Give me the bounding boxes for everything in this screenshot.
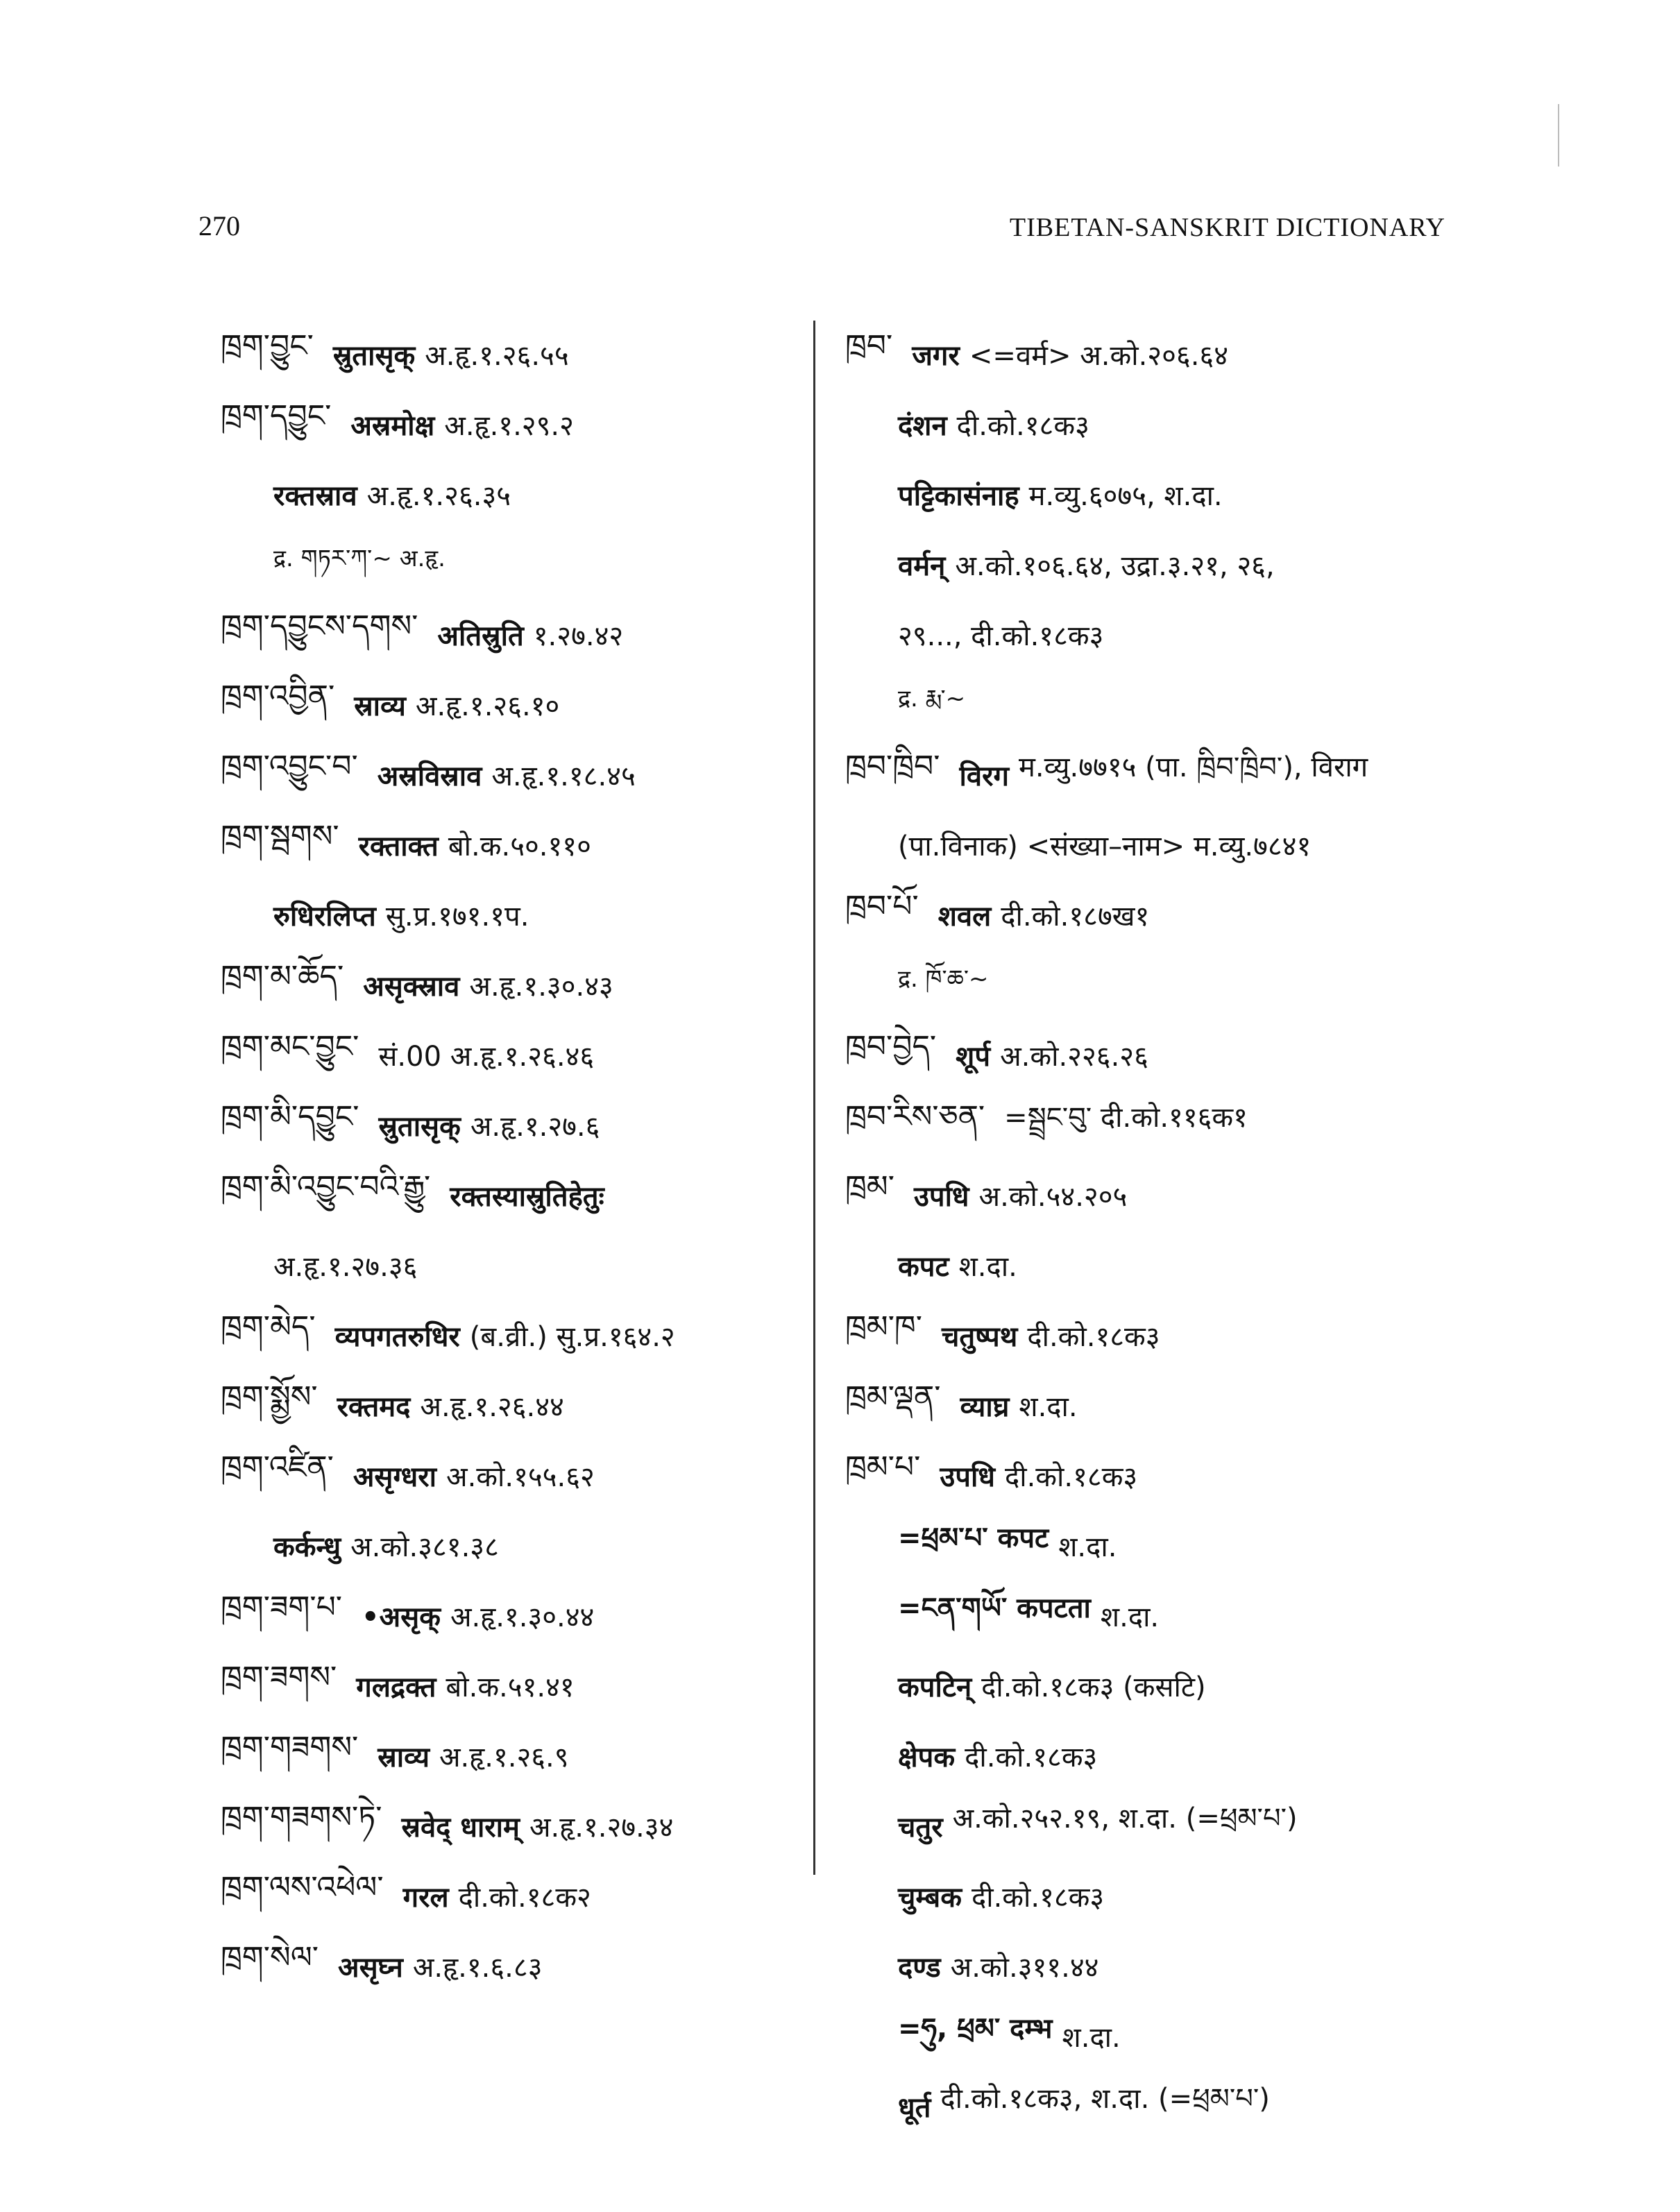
dictionary-entry	[845, 529, 1470, 599]
dictionary-entry	[845, 1300, 1470, 1370]
source-reference: दी.को.१८क३, श.दा. (=ཕྲམ་པ་)	[940, 2083, 1270, 2115]
tibetan-headword: ཁྲག་ལས་འཕེལ་	[221, 1869, 384, 1905]
tibetan-headword: ཁྲག་འབྱིན་	[221, 678, 335, 714]
source-reference: दी.को.१८७ख१	[1001, 901, 1150, 933]
source-reference: अ.को.३११.४४	[950, 1952, 1099, 1984]
sanskrit-equivalent: =ཕྲམ་པ་ कपट	[898, 1522, 1049, 1554]
dictionary-entry	[221, 1511, 811, 1581]
margin-mark	[1558, 104, 1559, 167]
dictionary-entry	[221, 670, 811, 740]
source-reference: म.व्यु.६०७५, श.दा.	[1028, 480, 1223, 512]
tibetan-headword: ཁྲམ་པ་	[845, 1449, 921, 1485]
tibetan-headword: ཁྲག་མེད་	[221, 1309, 316, 1345]
dictionary-entry	[845, 459, 1470, 529]
source-reference: अ.हृ.१.२९.२	[444, 410, 574, 442]
sanskrit-equivalent: कर्कन्धु	[273, 1531, 341, 1563]
tibetan-headword: ཁྲག་དབྱུང་	[221, 398, 332, 434]
dictionary-entry	[845, 1791, 1470, 1861]
dictionary-entry	[221, 1230, 811, 1300]
dictionary-entry	[221, 1651, 811, 1721]
source-reference: अ.को.३८१.३८	[350, 1531, 499, 1563]
dictionary-entry	[845, 1581, 1470, 1651]
sanskrit-equivalent: व्याघ्र	[960, 1391, 1010, 1423]
source-reference: दी.को.१८क३ (कसटि)	[981, 1671, 1206, 1703]
source-reference: (पा.विनाक) <संख्या–नाम> म.व्यु.७८४१	[898, 831, 1312, 862]
tibetan-headword: ཁྲག་འབྱུང་བ་	[221, 748, 358, 784]
sanskrit-equivalent: स्रवेद् धाराम्	[401, 1812, 520, 1844]
tibetan-headword: ཁྲག་དབྱུངས་དགས་	[221, 608, 418, 644]
tibetan-headword: ཁྲག་ཟགས་	[221, 1659, 337, 1695]
sanskrit-equivalent: =ཧུ, ཕྲམ་ दम्भ	[898, 2013, 1053, 2045]
tibetan-headword: ཁྲག་མ་ཆོད་	[221, 958, 344, 994]
source-reference: अ.को.१०६.६४, उद्रा.३.२१, २६,	[955, 550, 1275, 582]
dictionary-entry	[221, 529, 811, 599]
sanskrit-equivalent: दण्ड	[898, 1952, 941, 1984]
left-column	[221, 319, 811, 2001]
source-reference: <=वर्म> अ.को.२०६.६४	[969, 340, 1229, 372]
tibetan-headword: ཁྲག་མི་དབྱུང་	[221, 1098, 359, 1134]
dictionary-entry	[221, 1440, 811, 1511]
sanskrit-equivalent: व्यपगतरुधिर	[334, 1321, 460, 1353]
dictionary-entry	[221, 459, 811, 529]
source-reference: श.दा.	[1019, 1391, 1078, 1423]
source-reference: अ.हृ.१.१८.४५	[491, 760, 636, 792]
sanskrit-equivalent: कपट	[898, 1251, 949, 1283]
dictionary-entry	[221, 1370, 811, 1440]
tibetan-headword: ཁྲབ་པོ་	[845, 888, 919, 924]
sanskrit-equivalent: शवल	[937, 901, 992, 933]
source-reference: म.व्यु.७७१५ (पा. ཁྲིབ་ཁྲིབ་), विराग	[1018, 751, 1368, 783]
source-reference: दी.को.१८क३	[1004, 1461, 1138, 1493]
source-reference: अ.हृ.१.२७.३६	[273, 1251, 418, 1283]
sanskrit-equivalent: रक्तस्यास्रुतिहेतुः	[450, 1181, 604, 1213]
tibetan-headword: ཁྲམ་ལྡན་	[845, 1379, 941, 1415]
sanskrit-equivalent: वर्मन्	[898, 550, 946, 582]
sanskrit-equivalent: क्षेपक	[898, 1742, 956, 1773]
dictionary-entry	[845, 1651, 1470, 1721]
sanskrit-equivalent: चतुर	[898, 1812, 943, 1844]
dictionary-entry	[221, 1861, 811, 1931]
dictionary-entry	[845, 1230, 1470, 1300]
sanskrit-equivalent: असृक्स्राव	[363, 971, 460, 1003]
dictionary-entry	[221, 1020, 811, 1090]
sanskrit-equivalent: गलद्रक्त	[356, 1671, 436, 1703]
source-reference: १.२७.४२	[533, 620, 624, 652]
dictionary-entry	[845, 880, 1470, 950]
dictionary-entry	[845, 670, 1470, 740]
tibetan-headword: ཁྲག་མང་བྱུང་	[221, 1028, 359, 1064]
source-reference: बो.क.५१.४१	[446, 1671, 575, 1703]
source-reference: दी.को.१८क३	[965, 1742, 1098, 1773]
source-reference: २९..., दी.को.१८क३	[898, 620, 1104, 652]
sanskrit-equivalent: स्रुतासृक्	[332, 340, 416, 372]
tibetan-headword: ཁྲག་མི་འབྱུང་བའི་རྒྱུ་	[221, 1168, 431, 1205]
sanskrit-equivalent: पट्टिकासंनाह	[898, 480, 1019, 512]
running-head: TIBETAN-SANSKRIT DICTIONARY	[1009, 213, 1445, 242]
page-number: 270	[198, 210, 240, 241]
sanskrit-equivalent: अतिस्रुति	[437, 620, 524, 652]
dictionary-entry	[845, 1861, 1470, 1931]
dictionary-entry	[845, 2001, 1470, 2071]
dictionary-entry	[845, 1370, 1470, 1440]
dictionary-entry	[845, 1931, 1470, 2001]
dictionary-entry	[221, 599, 811, 670]
dictionary-entry	[221, 1931, 811, 2001]
right-column	[845, 319, 1470, 2141]
tibetan-headword: ཁྲག་སྦགས་	[221, 818, 339, 854]
source-reference: अ.हृ.१.२६.४४	[420, 1391, 564, 1423]
source-reference: अ.हृ.१.२६.१०	[415, 690, 560, 722]
dictionary-entry	[221, 950, 811, 1020]
source-reference: दी.को.१८क३	[956, 410, 1089, 442]
sanskrit-equivalent: चुम्बक	[898, 1882, 962, 1914]
dictionary-entry	[221, 1791, 811, 1861]
sanskrit-equivalent: कपटिन्	[898, 1671, 972, 1703]
dictionary-entry	[845, 599, 1470, 670]
source-reference: अ.हृ.१.३०.४३	[469, 971, 613, 1003]
source-reference: अ.हृ.१.२६.३५	[366, 480, 511, 512]
source-reference: अ.हृ.१.२७.६	[470, 1111, 600, 1143]
sanskrit-equivalent: असृघ्न	[338, 1952, 403, 1984]
source-reference: अ.को.२२६.२६	[1000, 1041, 1148, 1073]
sanskrit-equivalent: =ངན་གཡོ་ कपटता	[898, 1592, 1091, 1624]
source-reference: अ.हृ.१.३०.४४	[450, 1601, 595, 1633]
sanskrit-equivalent: •असृक्	[362, 1601, 441, 1633]
tibetan-headword: ཁྲག་གཟགས་ཏེ་	[221, 1799, 382, 1835]
sanskrit-equivalent: गरल	[402, 1882, 449, 1914]
tibetan-headword: ཁྲབ་	[845, 327, 893, 364]
tibetan-headword: ཁྲག་གཟགས་	[221, 1729, 359, 1765]
source-reference: अ.हृ.१.२७.३४	[529, 1812, 674, 1844]
source-reference: दी.को.१८क२	[458, 1882, 591, 1914]
dictionary-entry	[845, 2071, 1470, 2141]
sanskrit-equivalent: धूर्त	[898, 2092, 931, 2124]
source-reference: अ.हृ.१.२६.५५	[425, 340, 569, 372]
source-reference: सु.प्र.१७१.१प.	[385, 901, 529, 933]
sanskrit-equivalent: अस्रमोक्ष	[350, 410, 435, 442]
dictionary-entry	[221, 319, 811, 389]
sanskrit-equivalent: अस्रविस्राव	[377, 760, 482, 792]
source-reference: अ.को.१५५.६२	[446, 1461, 595, 1493]
tibetan-headword: ཁྲག་ཟག་པ་	[221, 1589, 343, 1625]
sanskrit-equivalent: उपधि	[913, 1181, 969, 1213]
dictionary-entry	[845, 1090, 1470, 1160]
source-reference: द्र. ཁོ་ཆ་~	[898, 964, 989, 993]
sanskrit-equivalent: रक्तस्राव	[273, 480, 357, 512]
dictionary-entry	[221, 740, 811, 810]
dictionary-entry	[845, 950, 1470, 1020]
source-reference: बो.क.५०.११०	[448, 831, 591, 862]
dictionary-entry	[845, 1160, 1470, 1230]
dictionary-entry	[221, 880, 811, 950]
source-reference: अ.को.२५२.१९, श.दा. (=ཕྲམ་པ་)	[952, 1803, 1298, 1835]
sanskrit-equivalent: विरग	[959, 760, 1009, 792]
source-reference: श.दा.	[1100, 1601, 1160, 1633]
dictionary-entry	[221, 1300, 811, 1370]
source-reference: दी.को.१८क३	[971, 1882, 1105, 1914]
dictionary-entry	[221, 810, 811, 880]
sanskrit-equivalent: असृग्धरा	[353, 1461, 437, 1493]
sanskrit-equivalent: शूर्प	[956, 1041, 991, 1073]
sanskrit-equivalent: रुधिरलिप्त	[273, 901, 376, 933]
tibetan-headword: ཁྲག་འཛིན་	[221, 1449, 334, 1485]
source-reference: द्र. རྨ་~	[898, 684, 966, 713]
dictionary-entry	[845, 1511, 1470, 1581]
sanskrit-equivalent: जगर	[912, 340, 960, 372]
dictionary-entry	[845, 740, 1470, 810]
tibetan-headword: ཁྲག་སྨྱོས་	[221, 1379, 318, 1415]
dictionary-entry	[221, 1090, 811, 1160]
sanskrit-equivalent: उपधि	[940, 1461, 995, 1493]
source-reference: सं.00 अ.हृ.१.२६.४६	[378, 1041, 595, 1073]
sanskrit-equivalent: रक्ताक्त	[358, 831, 439, 862]
tibetan-headword: ཁྲམ་	[845, 1168, 894, 1205]
dictionary-entry	[221, 1721, 811, 1791]
dictionary-entry	[845, 389, 1470, 459]
dictionary-entry	[221, 1581, 811, 1651]
sanskrit-equivalent: स्राव्य	[354, 690, 406, 722]
sanskrit-equivalent: स्राव्य	[377, 1742, 430, 1773]
source-reference: =སྦྲང་བུ་ दी.को.११६क१	[1004, 1102, 1248, 1134]
source-reference: अ.हृ.१.६.८३	[412, 1952, 543, 1984]
tibetan-headword: ཁྲམ་ཁ་	[845, 1309, 922, 1345]
tibetan-headword: ཁྲག་བྱུང་	[221, 327, 314, 364]
dictionary-entry	[221, 389, 811, 459]
source-reference: अ.हृ.१.२६.९	[439, 1742, 569, 1773]
source-reference: श.दा.	[958, 1251, 1017, 1283]
dictionary-entry	[845, 319, 1470, 389]
sanskrit-equivalent: रक्तमद	[337, 1391, 411, 1423]
dictionary-entry	[845, 810, 1470, 880]
dictionary-entry	[845, 1440, 1470, 1511]
source-reference: दी.को.१८क३	[1027, 1321, 1160, 1353]
source-reference: अ.को.५४.२०५	[978, 1181, 1128, 1213]
tibetan-headword: ཁྲབ་བྱེད་	[845, 1028, 937, 1064]
dictionary-entry	[221, 1160, 811, 1230]
sanskrit-equivalent: चतुष्पथ	[941, 1321, 1018, 1353]
source-reference: श.दा.	[1058, 1531, 1117, 1563]
dictionary-entry	[845, 1020, 1470, 1090]
column-divider	[813, 321, 815, 1875]
source-reference: श.दा.	[1062, 2022, 1121, 2054]
tibetan-headword: ཁྲབ་ཁྲིབ་	[845, 748, 940, 784]
source-reference: द्र. གཏར་ཀ་~ अ.हृ.	[273, 544, 446, 572]
sanskrit-equivalent: स्रुतासृक्	[378, 1111, 461, 1143]
tibetan-headword: ཁྲག་སེལ་	[221, 1939, 319, 1975]
tibetan-headword: ཁྲབ་རིས་ཅན་	[845, 1098, 985, 1134]
dictionary-entry	[845, 1721, 1470, 1791]
source-reference: (ब.व्री.) सु.प्र.१६४.२	[469, 1321, 675, 1353]
sanskrit-equivalent: दंशन	[898, 410, 947, 442]
